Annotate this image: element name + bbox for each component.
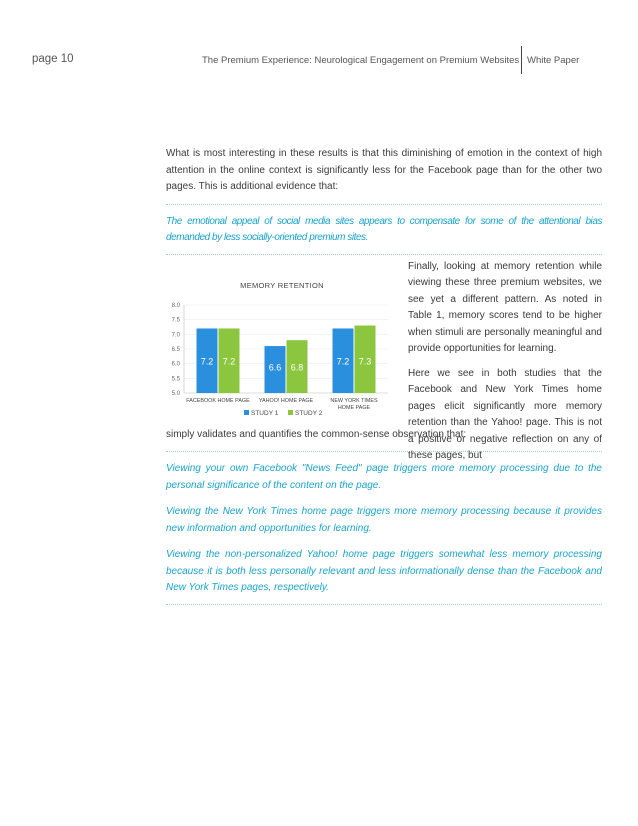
finding-quote-yahoo: Viewing the non-personalized Yahoo! home page triggers somewhat less memory processing because it is both less personally relevant and less informationally dense than the Facebook and New York Times pages, respectively. [166,549,602,593]
category-label: FACEBOOK HOME PAGE [186,397,250,404]
y-tick-label: 7.0 [171,331,180,338]
highlight-quote: The emotional appeal of social media sites appears to compensate for some of the attentional bias demanded by less socially-oriented premium sites. [166,215,602,243]
finding-quote-nytimes: Viewing the New York Times home page triggers more memory processing because it provides new information and opportunities for learning. [166,506,602,534]
chart-title: MEMORY RETENTION [240,280,324,290]
y-tick-label: 8.0 [171,302,180,309]
bar-value-label: 7.2 [200,356,214,367]
bar-value-label: 6.8 [290,362,304,373]
y-tick-label: 6.0 [171,361,180,368]
document-type: White Paper [527,55,580,66]
intro-paragraph: What is most interesting in these results is that this diminishing of emotion in the context of high attention in the online context is significantly less for the Facebook page than for the other two pages. This is additional evidence that: [166,148,602,192]
document-title: The Premium Experience: Neurological Engagement on Premium Websites [202,55,520,66]
legend-label: STUDY 2 [295,409,323,417]
bar-value-label: 7.2 [336,356,350,367]
side-paragraph-2: Here we see in both studies that the Facebook and New York Times home pages elicit significantly more memory retention than the Yahoo! page. This is not a positive or negative reflection on any of these pages, but [408,367,602,461]
memory-retention-chart [154,265,394,425]
divider-dotted [166,254,602,255]
legend-label: STUDY 1 [251,409,279,417]
bar-value-label: 6.6 [268,362,282,373]
y-tick-label: 7.5 [171,317,180,324]
category-label: YAHOO! HOME PAGE [258,397,314,404]
legend-swatch-study1 [244,410,249,415]
bar-value-label: 7.2 [222,356,236,367]
continuation-paragraph: simply validates and quantifies the common-sense observation that: [166,428,467,440]
category-label: NEW YORK TIMES [330,397,378,404]
legend-swatch-study2 [288,410,293,415]
side-paragraph-1: Finally, looking at memory retention while viewing these three premium websites, we see yet a different pattern. As noted in Table 1, memory scores tend to be higher when stimuli are personally meaningful and provide opportunities for learning. [408,260,602,354]
page-header [0,0,638,70]
bar-value-label: 7.3 [358,356,372,367]
y-tick-label: 5.5 [171,375,180,382]
divider-dotted [166,604,602,605]
header-divider [521,46,522,74]
y-tick-label: 6.5 [171,346,180,353]
finding-quote-facebook: Viewing your own Facebook "News Feed" page triggers more memory processing due to the personal significance of the content on the page. [166,463,602,491]
side-text [408,259,602,465]
page-number: page 10 [32,53,74,65]
divider-dotted [166,204,602,205]
main-content [166,146,602,605]
y-tick-label: 5.0 [171,390,180,397]
category-label: HOME PAGE [337,404,371,411]
